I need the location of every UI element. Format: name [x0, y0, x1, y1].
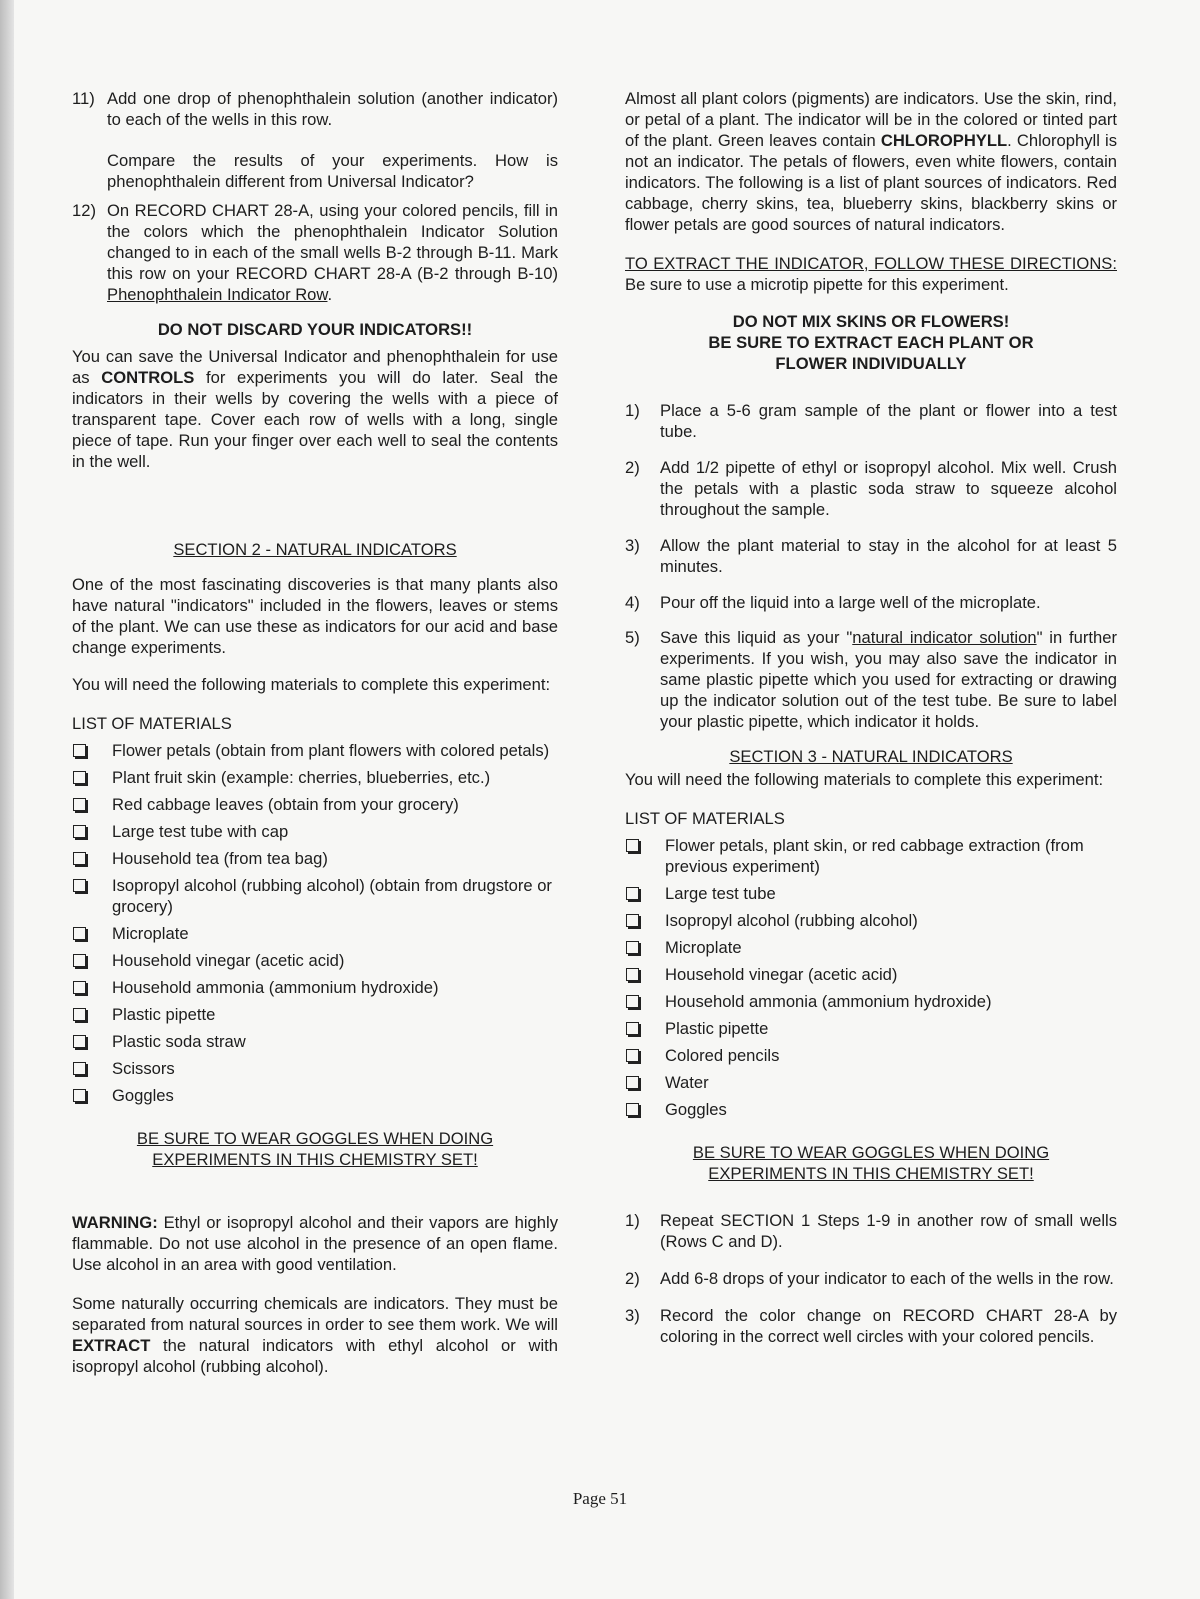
discard-heading: DO NOT DISCARD YOUR INDICATORS!! — [157, 320, 473, 339]
checkbox-icon — [73, 744, 86, 757]
material-label: Isopropyl alcohol (rubbing alcohol) (obtain from drugstore or grocery) — [112, 876, 552, 916]
material-item — [72, 1031, 558, 1052]
material-item — [625, 910, 1117, 931]
right-column — [625, 88, 1117, 1347]
checkbox-icon — [73, 1089, 86, 1102]
numbered-step: 2) Add 1/2 pipette of ethyl or isopropyl alcohol. Mix well. Crush the petals with a plastic soda straw to squeeze alcohol throughout the sample. — [625, 458, 1117, 519]
numbered-step: 1) Repeat SECTION 1 Steps 1-9 in another row of small wells (Rows C and D). — [625, 1211, 1117, 1251]
alcohol-warning: WARNING: Ethyl or isopropyl alcohol and their vapors are highly flammable. Do not use alcohol in the presence of an open flame. Use alcohol in an area with good ventilation. — [72, 1213, 558, 1274]
numbered-step: 3) Record the color change on RECORD CHART 28-A by coloring in the correct well circles with your colored pencils. — [625, 1306, 1117, 1346]
materials-intro-3: You will need the following materials to complete this experiment: — [625, 770, 1104, 789]
checkbox-icon — [73, 927, 86, 940]
material-item — [72, 740, 558, 761]
section-3-heading: SECTION 3 - NATURAL INDICATORS — [729, 747, 1013, 766]
step-12: 12) On RECORD CHART 28-A, using your colored pencils, fill in the colors which the phenophthalein Indicator Solution changed to in each of the small wells B-2 through B-11. Mark this row on your RECORD CHART 28-A (B-2 through B-10) Phenophthalein Indicator Row. — [72, 201, 558, 304]
checkbox-icon — [626, 1076, 639, 1089]
material-label: Plastic soda straw — [112, 1032, 246, 1051]
numbered-step: 1) Place a 5-6 gram sample of the plant or flower into a test tube. — [625, 401, 1117, 441]
material-label: Isopropyl alcohol (rubbing alcohol) — [665, 911, 918, 930]
numbered-step: 2) Add 6-8 drops of your indicator to each of the wells in the row. — [625, 1269, 1114, 1288]
material-label: Plastic pipette — [112, 1005, 216, 1024]
compare-question: Compare the results of your experiments. How is phenophthalein different from Universal Indicator? — [107, 151, 558, 191]
materials-list — [72, 740, 558, 1106]
material-label: Household tea (from tea bag) — [112, 849, 328, 868]
material-label: Flower petals (obtain from plant flowers with colored petals) — [112, 741, 550, 760]
checkbox-icon — [73, 954, 86, 967]
section-2-intro: One of the most fascinating discoveries is that many plants also have natural "indicators" included in the flowers, leaves or stems of the plant. We can use these as indicators for our acid and base change experiments. — [72, 575, 558, 657]
material-label: Microplate — [112, 924, 189, 943]
checkbox-icon — [73, 798, 86, 811]
material-label: Red cabbage leaves (obtain from your grocery) — [112, 795, 459, 814]
plant-pigment-paragraph: Almost all plant colors (pigments) are indicators. Use the skin, rind, or petal of a plant. The indicator will be in the colored or tinted part of the plant. Green leaves contain CHLOROPHYLL. Chlorophyll is not an indicator. The petals of flowers, even white flowers, contain indicators. The following is a list of plant sources of indicators. Red cabbage, cherry skins, tea, blueberry skins, blackberry skins or flower petals are good sources of natural indicators. — [625, 89, 1117, 234]
material-item — [625, 1018, 1117, 1039]
checkbox-icon — [73, 1008, 86, 1021]
material-label: Goggles — [665, 1100, 727, 1119]
goggles-warning-3: BE SURE TO WEAR GOGGLES WHEN DOING EXPERIMENTS IN THIS CHEMISTRY SET! — [692, 1143, 1050, 1183]
checkbox-icon — [626, 1022, 639, 1035]
material-label: Scissors — [112, 1059, 175, 1078]
material-item — [625, 964, 1117, 985]
checkbox-icon — [626, 1103, 639, 1116]
checkbox-icon — [73, 1062, 86, 1075]
material-item — [625, 883, 1117, 904]
checkbox-icon — [73, 981, 86, 994]
material-item — [72, 1085, 558, 1106]
checkbox-icon — [626, 839, 639, 852]
checkbox-icon — [73, 1035, 86, 1048]
material-label: Water — [665, 1073, 709, 1092]
checkbox-icon — [626, 1049, 639, 1062]
material-item — [625, 937, 1117, 958]
page-binding-edge — [0, 0, 14, 1599]
materials-list-3 — [625, 835, 1117, 1120]
materials-heading: LIST OF MATERIALS — [72, 714, 232, 733]
step-11: 11) Add one drop of phenophthalein solution (another indicator) to each of the wells in this row. — [72, 89, 558, 129]
section-2-heading: SECTION 2 - NATURAL INDICATORS — [173, 540, 457, 559]
material-item — [625, 835, 1117, 877]
material-item — [72, 848, 558, 869]
material-item — [72, 821, 558, 842]
material-label: Large test tube — [665, 884, 776, 903]
checkbox-icon — [73, 825, 86, 838]
materials-intro: You will need the following materials to complete this experiment: — [72, 675, 551, 694]
checkbox-icon — [626, 995, 639, 1008]
no-mix-heading: DO NOT MIX SKINS OR FLOWERS! BE SURE TO EXTRACT EACH PLANT OR FLOWER INDIVIDUALLY — [708, 312, 1034, 373]
material-item — [72, 977, 558, 998]
numbered-step: 3) Allow the plant material to stay in the alcohol for at least 5 minutes. — [625, 536, 1117, 576]
material-item — [625, 991, 1117, 1012]
extraction-steps — [625, 400, 1117, 613]
left-column — [72, 88, 558, 1377]
material-label: Large test tube with cap — [112, 822, 289, 841]
material-item — [72, 950, 558, 971]
material-item — [72, 1058, 558, 1079]
material-label: Microplate — [665, 938, 742, 957]
checkbox-icon — [626, 968, 639, 981]
checkbox-icon — [626, 941, 639, 954]
page-number: Page 51 — [572, 1489, 628, 1508]
material-label: Plastic pipette — [665, 1019, 769, 1038]
material-label: Household vinegar (acetic acid) — [665, 965, 898, 984]
material-item — [625, 1099, 1117, 1120]
checkbox-icon — [626, 914, 639, 927]
section-3-steps — [625, 1210, 1117, 1347]
checkbox-icon — [73, 771, 86, 784]
material-label: Flower petals, plant skin, or red cabbage extraction (from previous experiment) — [665, 836, 1084, 876]
material-item — [72, 923, 558, 944]
goggles-warning: BE SURE TO WEAR GOGGLES WHEN DOING EXPERIMENTS IN THIS CHEMISTRY SET! — [136, 1129, 494, 1169]
material-label: Household ammonia (ammonium hydroxide) — [665, 992, 992, 1011]
material-item — [72, 767, 558, 788]
material-label: Household vinegar (acetic acid) — [112, 951, 345, 970]
materials-heading-3: LIST OF MATERIALS — [625, 809, 785, 828]
checkbox-icon — [73, 879, 86, 892]
material-label: Plant fruit skin (example: cherries, blueberries, etc.) — [112, 768, 491, 787]
material-item — [72, 1004, 558, 1025]
checkbox-icon — [626, 887, 639, 900]
checkbox-icon — [73, 852, 86, 865]
step-5: 5) Save this liquid as your "natural indicator solution" in further experiments. If you wish, you may also save the indicator in same plastic pipette which you used for extracting or drawing up the indicator solution out of the test tube. Be sure to label your plastic pipette, which indicator it holds. — [625, 628, 1118, 731]
numbered-step: 4) Pour off the liquid into a large well of the microplate. — [625, 593, 1041, 612]
material-item — [625, 1045, 1117, 1066]
material-label: Goggles — [112, 1086, 174, 1105]
material-label: Colored pencils — [665, 1046, 780, 1065]
material-item — [625, 1072, 1117, 1093]
controls-paragraph: You can save the Universal Indicator and phenophthalein for use as CONTROLS for experiments you will do later. Seal the indicators in their wells by covering the wells with a piece of transparent tape. Cover each row of wells with a long, single piece of tape. Run your finger over each well to seal the contents in the well. — [72, 347, 559, 471]
directions-paragraph: TO EXTRACT THE INDICATOR, FOLLOW THESE DIRECTIONS: Be sure to use a microtip pipette for this experiment. — [625, 254, 1117, 294]
material-item — [72, 794, 558, 815]
material-label: Household ammonia (ammonium hydroxide) — [112, 978, 439, 997]
document-page — [14, 0, 1200, 1599]
material-item — [72, 875, 558, 917]
extract-paragraph: Some naturally occurring chemicals are indicators. They must be separated from natural sources in order to see them work. We will EXTRACT the natural indicators with ethyl alcohol or with isopropyl alcohol (rubbing alcohol). — [72, 1294, 558, 1376]
